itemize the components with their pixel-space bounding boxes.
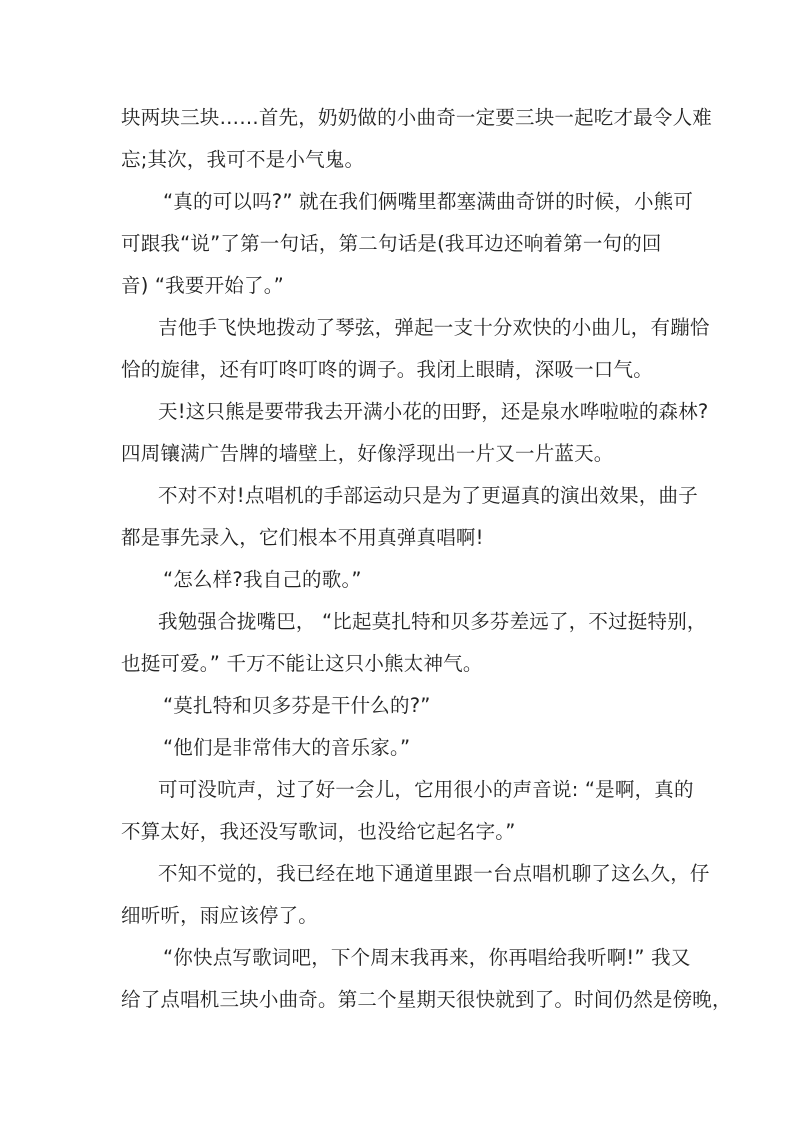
text-line: 不算太好，我还没写歌词，也没给它起名字。”: [121, 820, 516, 843]
text-line: 细听听，雨应该停了。: [121, 904, 319, 927]
text-line: 恰的旋律，还有叮咚叮咚的调子。我闭上眼睛，深吸一口气。: [121, 358, 653, 381]
text-line: 我勉强合拢嘴巴， “比起莫扎特和贝多芬差远了，不过挺特别，: [158, 610, 707, 633]
text-line: 不知不觉的，我已经在地下通道里跟一台点唱机聊了这么久，仔: [158, 862, 710, 885]
text-line: “真的可以吗?” 就在我们俩嘴里都塞满曲奇饼的时候，小熊可: [163, 190, 694, 213]
text-line: “你快点写歌词吧，下个周末我再来，你再唱给我听啊!” 我又: [163, 946, 691, 969]
text-line: 给了点唱机三块小曲奇。第二个星期天很快就到了。时间仍然是傍晚，: [121, 988, 732, 1011]
text-line: 可可没吭声，过了好一会儿，它用很小的声音说: “是啊，真的: [158, 778, 694, 801]
text-line: 音) “我要开始了。”: [121, 274, 284, 297]
text-line: 也挺可爱。” 千万不能让这只小熊太神气。: [121, 652, 483, 675]
text-line: “他们是非常伟大的音乐家。”: [163, 736, 411, 759]
text-line: 天!这只熊是要带我去开满小花的田野，还是泉水哗啦啦的森林?: [158, 400, 709, 423]
text-line: 不对不对!点唱机的手部运动只是为了更逼真的演出效果，曲子: [158, 484, 698, 507]
text-line: 四周镶满广告牌的墙壁上，好像浮现出一片又一片蓝天。: [121, 442, 614, 465]
text-line: “莫扎特和贝多芬是干什么的?”: [163, 694, 431, 717]
text-line: 吉他手飞快地拨动了琴弦，弹起一支十分欢快的小曲儿，有蹦恰: [158, 316, 710, 339]
text-line: 都是事先录入，它们根本不用真弹真唱啊!: [121, 526, 484, 549]
text-line: 可跟我“说”了第一句话，第二句话是(我耳边还响着第一句的回: [121, 232, 662, 255]
text-line: 忘;其次，我可不是小气鬼。: [121, 148, 365, 171]
text-line: 块两块三块……首先，奶奶做的小曲奇一定要三块一起吃才最令人难: [121, 106, 713, 129]
text-line: “怎么样?我自己的歌。”: [163, 568, 362, 591]
